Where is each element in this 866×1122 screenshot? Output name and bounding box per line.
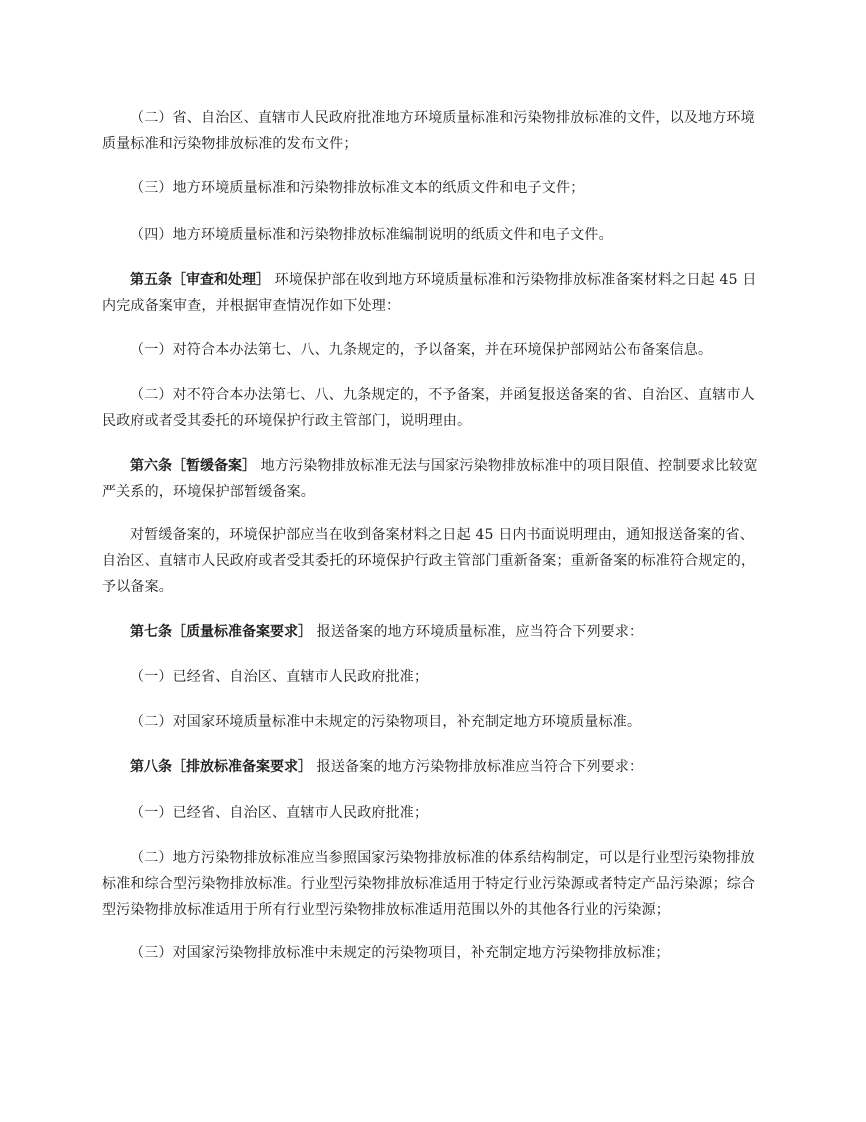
article-7-body: 报送备案的地方环境质量标准，应当符合下列要求： — [316, 624, 644, 640]
paragraph-article-8-item-2: （二）地方污染物排放标准应当参照国家污染物排放标准的体系结构制定，可以是行业型污染物排放标准和综合型污染物排放标准。行业型污染物排放标准适用于特定行业污染源或者特定产品污染源；综合型污染物排放标准适用于所有行业型污染物排放标准适用范围以外的其他各行业的污染源； — [102, 850, 756, 918]
paragraph-article-8-item-3: （三）对国家污染物排放标准中未规定的污染物项目，补充制定地方污染物排放标准； — [130, 945, 670, 961]
article-7-heading: 第七条［质量标准备案要求］ — [130, 624, 312, 640]
paragraph-item-3-standard-text: （三）地方环境质量标准和污染物排放标准文本的纸质文件和电子文件； — [130, 180, 585, 196]
paragraph-article-7-item-1: （一）已经省、自治区、直辖市人民政府批准； — [130, 669, 429, 685]
paragraph-article-5-item-2: （二）对不符合本办法第七、八、九条规定的，不予备案，并函复报送备案的省、自治区、直辖市人民政府或者受其委托的环境保护行政主管部门，说明理由。 — [102, 387, 755, 429]
article-5-body: 环境保护部在收到地方环境质量标准和污染物排放标准备案材料之日起 45 日内完成备案审查，并根据审查情况作如下处理： — [102, 272, 757, 314]
article-5-paragraph — [102, 267, 762, 319]
article-6-body: 地方污染物排放标准无法与国家污染物排放标准中的项目限值、控制要求比较宽严关系的，环境保护部暂缓备案。 — [102, 458, 758, 500]
paragraph-item-4-compilation-notes: （四）地方环境质量标准和污染物排放标准编制说明的纸质文件和电子文件。 — [130, 227, 613, 243]
paragraph-article-5-item-1: （一）对符合本办法第七、八、九条规定的，予以备案，并在环境保护部网站公布备案信息。 — [130, 342, 713, 358]
article-8-body: 报送备案的地方污染物排放标准应当符合下列要求： — [316, 759, 644, 775]
article-7-paragraph — [102, 619, 762, 645]
paragraph-article-6-deferral: 对暂缓备案的，环境保护部应当在收到备案材料之日起 45 日内书面说明理由，通知报送备案的省、自治区、直辖市人民政府或者受其委托的环境保护行政主管部门重新备案；重新备案的标准符合规定的，予以备案。 — [102, 527, 756, 595]
paragraph-item-2-approval-docs: （二）省、自治区、直辖市人民政府批准地方环境质量标准和污染物排放标准的文件，以及地方环境质量标准和污染物排放标准的发布文件； — [102, 110, 755, 152]
paragraph-article-8-item-1: （一）已经省、自治区、直辖市人民政府批准； — [130, 805, 429, 821]
paragraph-article-7-item-2: （二）对国家环境质量标准中未规定的污染物项目，补充制定地方环境质量标准。 — [130, 714, 642, 730]
article-6-heading: 第六条［暂缓备案］ — [130, 458, 256, 474]
article-8-paragraph — [102, 754, 762, 780]
article-6-paragraph — [102, 453, 762, 505]
article-5-heading: 第五条［审查和处理］ — [130, 272, 270, 288]
article-8-heading: 第八条［排放标准备案要求］ — [130, 759, 312, 775]
